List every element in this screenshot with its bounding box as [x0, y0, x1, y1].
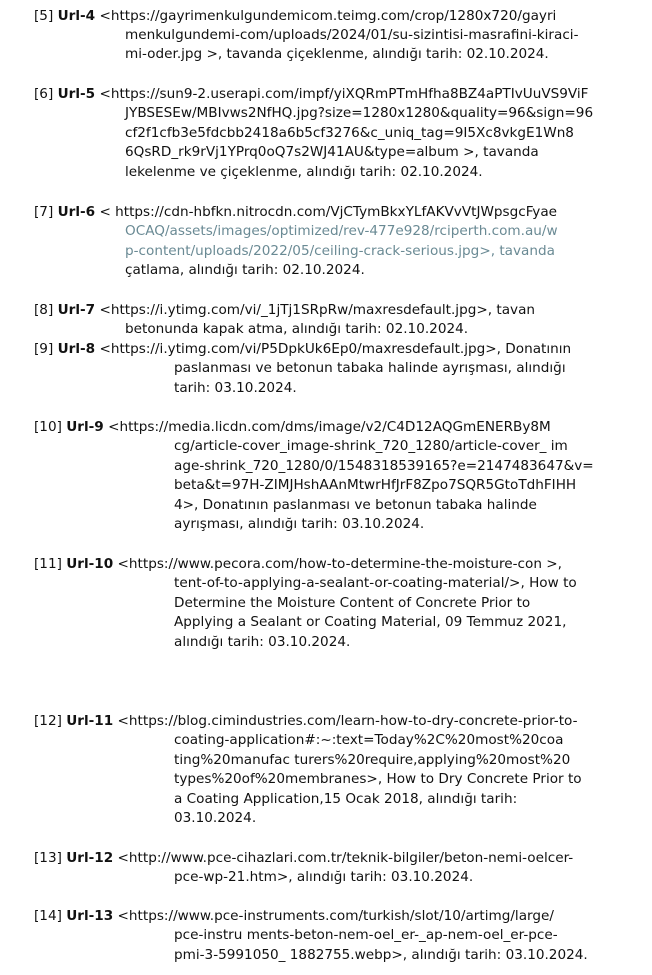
reference-text-line: tarih: 03.10.2024.	[174, 380, 297, 396]
reference-text-line: ayrışması, alındığı tarih: 03.10.2024.	[174, 516, 425, 532]
reference-text-line: cf2f1cfb3e5fdcbb2418a6b5cf3276&c_uniq_tag=9I5Xc8vkgE1Wn8	[125, 125, 574, 141]
reference-label: Url-4	[57, 8, 96, 24]
reference-text-line: pce-wp-21.htm>, alındığı tarih: 03.10.2024.	[174, 869, 474, 885]
reference-text-line: beta&t=97H-ZIMJHshAAnMtwrHfJrF8Zpo7SQR5GtoTdhFIHH	[174, 477, 577, 493]
reference-number: [5]	[34, 8, 54, 24]
reference-number: [14]	[34, 908, 62, 924]
reference-label: Url-5	[57, 86, 96, 102]
reference-text-line: lekelenme ve çiçeklenme, alındığı tarih: 02.10.2024.	[125, 164, 483, 180]
reference-number: [11]	[34, 556, 62, 572]
reference-text-line: betonunda kapak atma, alındığı tarih: 02.10.2024.	[125, 321, 469, 337]
reference-text-line: çatlama, alındığı tarih: 02.10.2024.	[125, 262, 365, 278]
reference-label: Url-10	[66, 556, 114, 572]
reference-text-line: < https://cdn-hbfkn.nitrocdn.com/VjCTymBkxYLfAKVvVtJWpsgcFyae	[99, 204, 558, 220]
reference-text-line: 6QsRD_rk9rVj1YPrq0oQ7s2WJ41AU&type=album >, tavanda	[125, 144, 539, 160]
reference-text-line: <https://media.licdn.com/dms/image/v2/C4D12AQGmENERBy8M	[108, 419, 551, 435]
reference-number: [7]	[34, 204, 54, 220]
reference-number: [10]	[34, 419, 62, 435]
reference-text-line: ting%20manufac turers%20require,applying%20most%20	[174, 752, 571, 768]
reference-number: [13]	[34, 850, 62, 866]
reference-text-line: paslanması ve betonun tabaka halinde ayrışması, alındığı	[174, 360, 566, 376]
reference-text-line: <https://blog.cimindustries.com/learn-how-to-dry-concrete-prior-to-	[117, 713, 578, 729]
reference-text-line: 03.10.2024.	[174, 810, 257, 826]
reference-text-line: <https://www.pce-instruments.com/turkish/slot/10/artimg/large/	[117, 908, 554, 924]
reference-text-line: p-content/uploads/2022/05/ceiling-crack-serious.jpg>, tavanda	[125, 243, 555, 259]
reference-text-line: 4>, Donatının paslanması ve betonun tabaka halinde	[174, 497, 537, 513]
reference-label: Url-9	[66, 419, 104, 435]
reference-label: Url-12	[66, 850, 114, 866]
reference-text-line: age-shrink_720_1280/0/1548318539165?e=2147483647&v=	[174, 458, 594, 474]
reference-number: [9]	[34, 341, 54, 357]
reference-number: [6]	[34, 86, 54, 102]
reference-text-line: pmi-3-5991050_ 1882755.webp>, alındığı tarih: 03.10.2024.	[174, 947, 588, 963]
reference-text-line: alındığı tarih: 03.10.2024.	[174, 634, 351, 650]
reference-text-line: JYBSESEw/MBIvws2NfHQ.jpg?size=1280x1280&quality=96&sign=96	[125, 105, 594, 121]
reference-label: Url-7	[57, 302, 96, 318]
reference-text-line: <https://i.ytimg.com/vi/_1jTj1SRpRw/maxresdefault.jpg>, tavan	[99, 302, 536, 318]
reference-text-line: menkulgundemi-com/uploads/2024/01/su-sizintisi-masrafini-kiraci-	[125, 27, 579, 43]
reference-text-line: coating-application#:~:text=Today%2C%20most%20coa	[174, 732, 564, 748]
reference-text-line: pce-instru ments-beton-nem-oel_er-_ap-nem-oel_er-pce-	[174, 927, 558, 943]
reference-text-line: mi-oder.jpg >, tavanda çiçeklenme, alındığı tarih: 02.10.2024.	[125, 46, 549, 62]
reference-text-line: <https://sun9-2.userapi.com/impf/yiXQRmPTmHfha8BZ4aPTIvUuVS9ViF	[99, 86, 589, 102]
reference-text-line: <http://www.pce-cihazlari.com.tr/teknik-bilgiler/beton-nemi-oelcer-	[117, 850, 574, 866]
reference-label: Url-11	[66, 713, 114, 729]
reference-label: Url-13	[66, 908, 114, 924]
reference-text-line: tent-of-to-applying-a-sealant-or-coating-material/>, How to	[174, 575, 577, 591]
reference-text-line: <https://www.pecora.com/how-to-determine-the-moisture-con >,	[117, 556, 562, 572]
reference-text-line: a Coating Application,15 Ocak 2018, alındığı tarih:	[174, 791, 518, 807]
reference-text-line: Applying a Sealant or Coating Material, 09 Temmuz 2021,	[174, 614, 567, 630]
reference-text-line: Determine the Moisture Content of Concrete Prior to	[174, 595, 531, 611]
reference-label: Url-6	[57, 204, 96, 220]
reference-label: Url-8	[57, 341, 96, 357]
reference-text-line: OCAQ/assets/images/optimized/rev-477e928/rciperth.com.au/w	[125, 223, 558, 239]
reference-text-line: types%20of%20membranes>, How to Dry Concrete Prior to	[174, 771, 582, 787]
reference-number: [8]	[34, 302, 54, 318]
reference-text-line: <https://i.ytimg.com/vi/P5DpkUk6Ep0/maxresdefault.jpg>, Donatının	[99, 341, 572, 357]
reference-text-line: cg/article-cover_image-shrink_720_1280/article-cover_ im	[174, 438, 568, 454]
reference-text-line: <https://gayrimenkulgundemicom.teimg.com/crop/1280x720/gayri	[99, 8, 557, 24]
reference-number: [12]	[34, 713, 62, 729]
